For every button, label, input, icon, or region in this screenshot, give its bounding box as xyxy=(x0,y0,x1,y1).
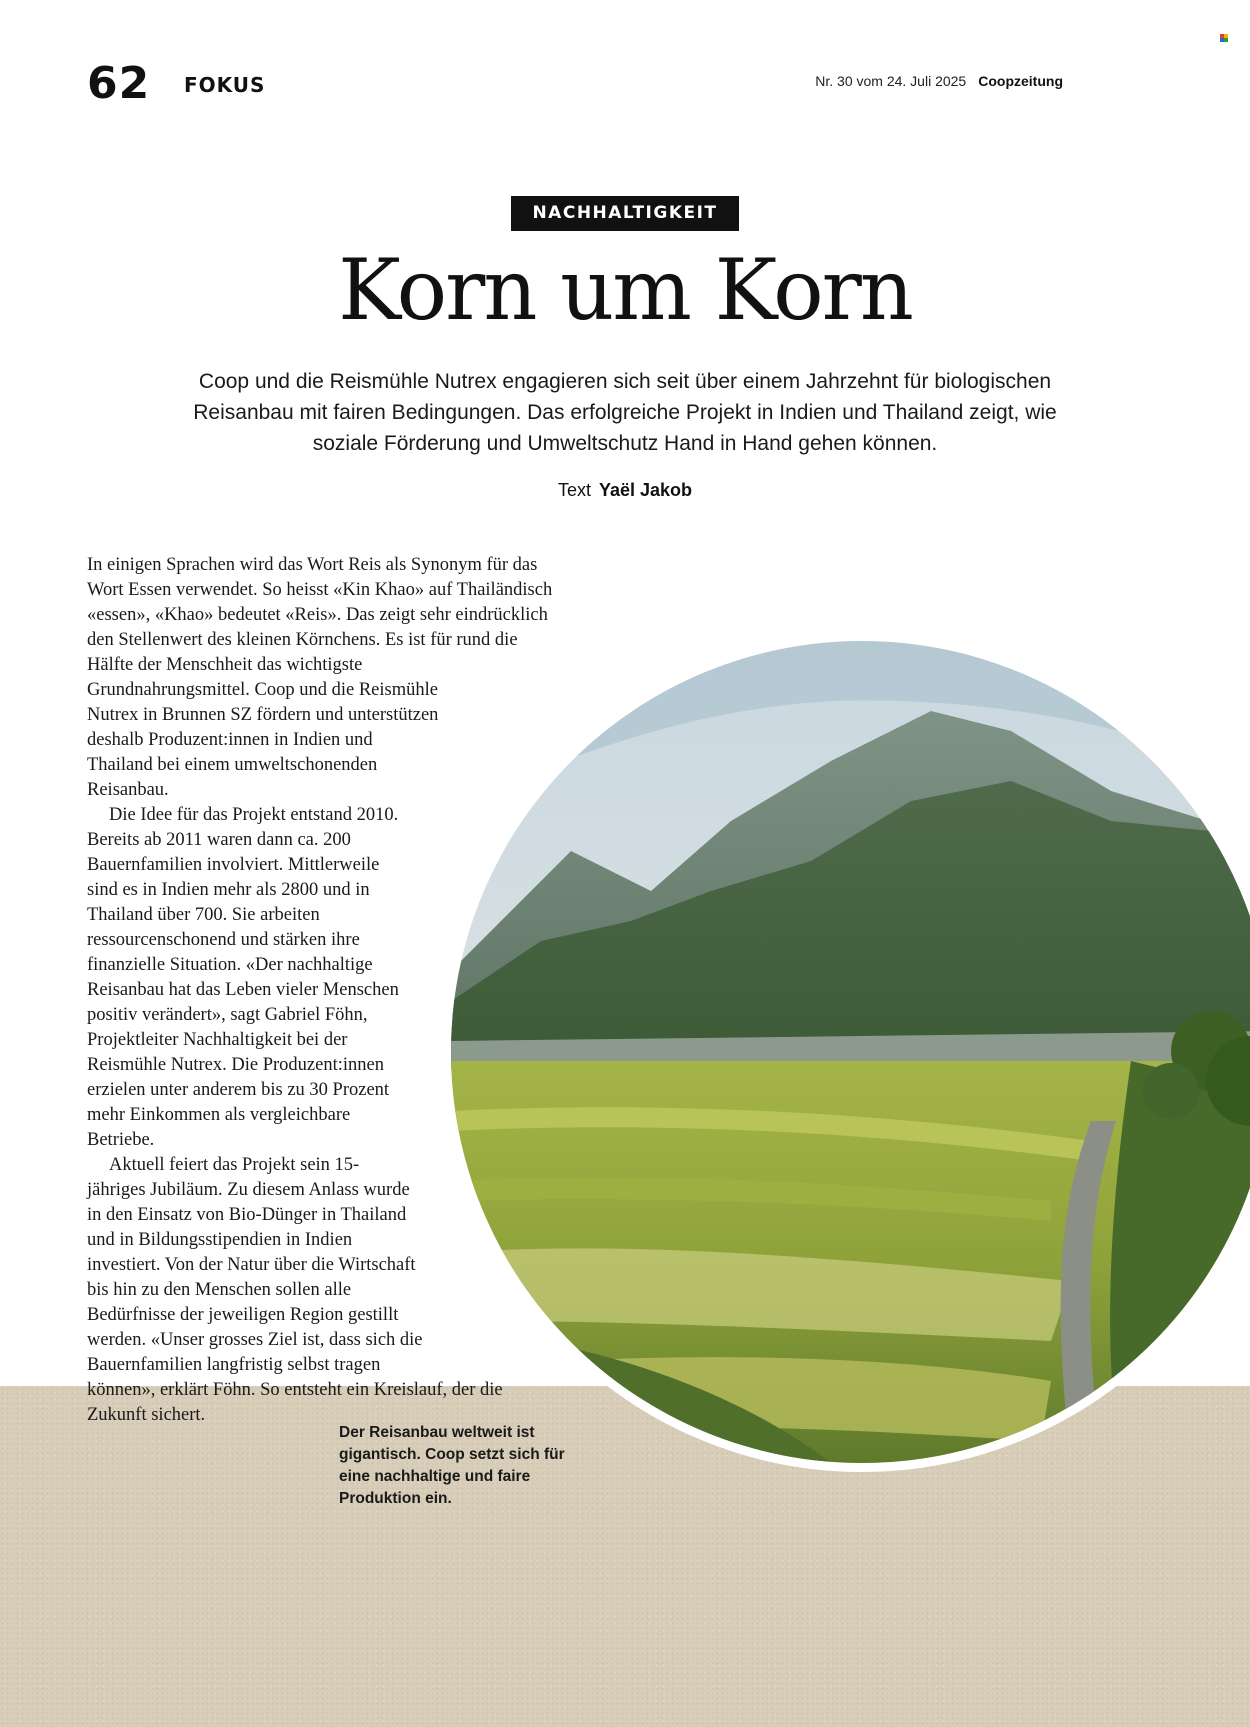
body-paragraph-1: In einigen Sprachen wird das Wort Reis als Synonym für das Wort Essen verwendet. So heisst «Kin Khao» auf Thailändisch «essen», «Khao» bedeutet «Reis». Das zeigt sehr eindrücklich den Stellenwert des kleinen Körnchens. Es ist für rund die Hälfte der Menschheit das wichtigste Grundnahrungsmittel. Coop und die Reismühle Nutrex in Brunnen SZ fördern und unterstützen deshalb Produzent:innen in Indien und Thailand bei einem umweltschonenden Reisanbau. xyxy=(87,555,553,800)
rice-terrace-landscape xyxy=(451,641,1250,1463)
article-lead: Coop und die Reismühle Nutrex engagieren sich seit über einem Jahrzehnt für biologischen Reisanbau mit fairen Bedingungen. Das erfolgreiche Projekt in Indien und Thailand zeigt, wie soziale Förderung und Umweltschutz Hand in Hand gehen können. xyxy=(193,370,1057,455)
body-paragraph-3: Aktuell feiert das Projekt sein 15-jähriges Jubiläum. Zu diesem Anlass wurde in den Einsatz von Bio-Dünger in Thailand und in Bildungsstipendien in Indien investiert. Von der Natur über die Wirtschaft bis hin zu den Menschen sollen alle Bedürfnisse der jeweiligen Region gestillt werden. «Unser grosses Ziel ist, dass sich die Bauernfamilien langfristig selbst tragen können», erklärt Föhn. So entsteht ein Kreislauf, der die Zukunft sichert. xyxy=(87,1155,503,1425)
issue-info xyxy=(815,73,1063,89)
publication-name: Coopzeitung xyxy=(978,73,1063,89)
body-paragraph-2: Die Idee für das Projekt entstand 2010. Bereits ab 2011 waren dann ca. 200 Bauernfamilien involviert. Mittlerweile sind es in Indien mehr als 2800 und in Thailand über 700. Sie arbeiten ressourcenschonend und stärken ihre finanzielle Situation. «Der nachhaltige Reisanbau hat das Leben vieler Menschen positiv verändert», sagt Gabriel Föhn, Projektleiter Nachhaltigkeit bei der Reismühle Nutrex. Die Produzent:innen erzielen unter anderem bis zu 30 Prozent mehr Einkommen als vergleichbare Betriebe. xyxy=(87,805,399,1150)
byline xyxy=(0,480,1250,501)
beige-background-band xyxy=(0,1386,1250,1727)
photo-caption: Der Reisanbau weltweit ist gigantisch. Coop setzt sich für eine nachhaltige und faire Produktion ein. xyxy=(339,1424,565,1507)
page-number: 62 xyxy=(87,58,151,109)
category-tag: NACHHALTIGKEIT xyxy=(511,196,739,231)
byline-label: Text xyxy=(557,480,591,500)
byline-author: Yaël Jakob xyxy=(598,480,693,500)
section-label: FOKUS xyxy=(184,73,266,97)
color-registration-icon xyxy=(1220,34,1228,42)
rice-field-photo xyxy=(442,632,1250,1472)
issue-date: Nr. 30 vom 24. Juli 2025 xyxy=(815,73,967,89)
article-headline: Korn um Korn xyxy=(338,241,912,339)
